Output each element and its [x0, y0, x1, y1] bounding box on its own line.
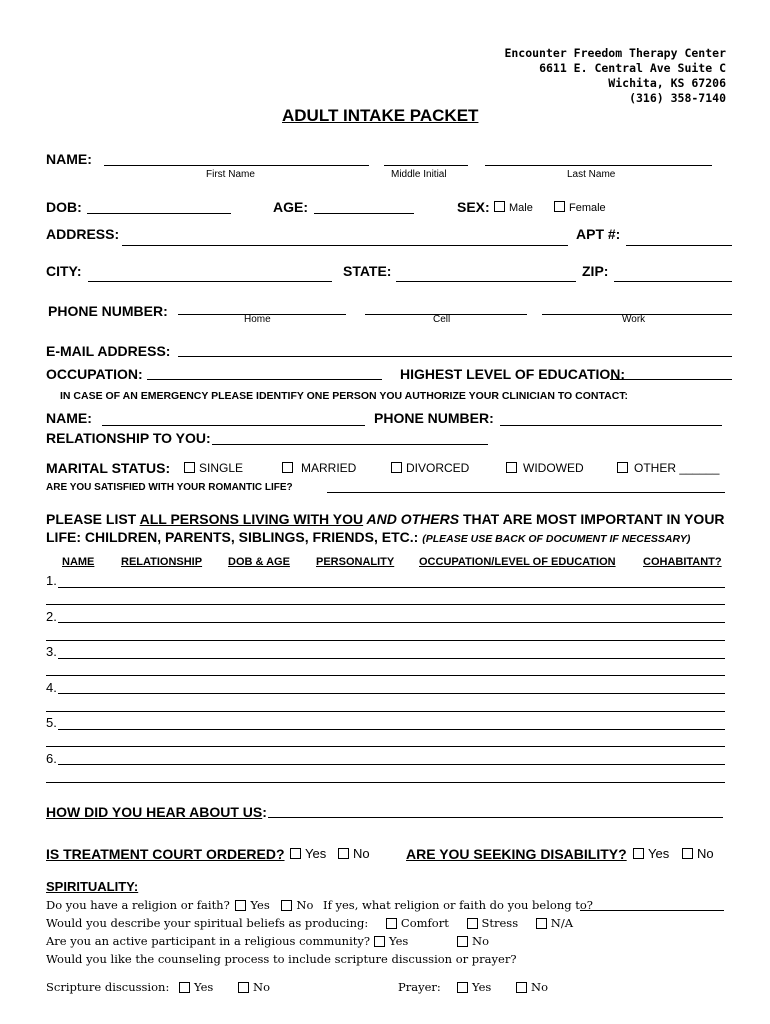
prayer-label: Prayer: — [398, 980, 441, 994]
religion-question: Do you have a religion or faith? — [46, 898, 230, 912]
married-label: MARRIED — [301, 461, 357, 475]
persons-instruction-line2 — [46, 529, 690, 545]
emergency-name-field[interactable] — [102, 425, 365, 426]
address-field[interactable] — [122, 245, 568, 246]
male-label: Male — [509, 202, 533, 214]
person-row-1-field[interactable] — [58, 587, 725, 588]
stress-label: Stress — [481, 916, 519, 930]
divorced-checkbox[interactable] — [391, 462, 402, 473]
religion-yes-label: Yes — [250, 898, 270, 912]
male-checkbox[interactable] — [494, 201, 505, 212]
prayer-yes-label: Yes — [472, 980, 492, 994]
religion-question-row — [46, 898, 593, 913]
phone-label: PHONE NUMBER: — [48, 303, 168, 319]
court-no-label: No — [353, 846, 370, 861]
court-no-checkbox[interactable] — [338, 848, 349, 859]
persons-text-a: PLEASE LIST — [46, 511, 140, 527]
community-yes-label: Yes — [389, 934, 409, 948]
clinic-header — [504, 46, 726, 106]
other-checkbox[interactable] — [617, 462, 628, 473]
religion-yes-checkbox[interactable] — [235, 900, 246, 911]
community-question: Are you an active participant in a religious community? — [46, 934, 371, 948]
person-row-3-extra[interactable] — [46, 675, 725, 676]
cell-caption: Cell — [433, 314, 451, 325]
work-caption: Work — [622, 314, 646, 325]
counseling-question: Would you like the counseling process to include scripture discussion or prayer? — [46, 952, 517, 966]
emergency-phone-label: PHONE NUMBER: — [374, 410, 494, 426]
single-checkbox[interactable] — [184, 462, 195, 473]
community-no-option[interactable] — [455, 934, 489, 949]
apt-label: APT #: — [576, 226, 621, 242]
disability-label: ARE YOU SEEKING DISABILITY? — [406, 846, 627, 862]
clinic-address: 6611 E. Central Ave Suite C — [539, 61, 726, 75]
community-yes-option[interactable] — [372, 934, 408, 949]
female-label: Female — [569, 202, 606, 214]
beliefs-question: Would you describe your spiritual beliefs as producing: — [46, 916, 369, 930]
court-yes-checkbox[interactable] — [290, 848, 301, 859]
sex-male-option[interactable] — [492, 200, 533, 214]
address-label: ADDRESS: — [46, 226, 120, 242]
person-row-2-number: 2. — [46, 609, 57, 624]
relationship-field[interactable] — [212, 444, 488, 445]
community-yes-checkbox[interactable] — [374, 936, 385, 947]
comfort-label: Comfort — [400, 916, 449, 930]
scripture-yes-checkbox[interactable] — [179, 982, 190, 993]
page-title: ADULT INTAKE PACKET — [282, 106, 479, 125]
beliefs-question-row — [46, 916, 573, 931]
dob-field[interactable] — [87, 213, 231, 214]
person-row-2-field[interactable] — [58, 622, 725, 623]
disability-yes-option[interactable] — [631, 846, 669, 861]
persons-text-e: LIFE: CHILDREN, PARENTS, SIBLINGS, FRIENDS, ETC.: — [46, 529, 423, 545]
col-dob-age: DOB & AGE — [228, 556, 290, 568]
person-row-5-extra[interactable] — [46, 746, 725, 747]
hear-about-text: HOW DID YOU HEAR ABOUT US — [46, 804, 263, 820]
prayer-no-label: No — [531, 980, 548, 994]
person-row-3-field[interactable] — [58, 658, 725, 659]
court-ordered-label: IS TREATMENT COURT ORDERED? — [46, 846, 285, 862]
scripture-no-option[interactable] — [236, 980, 270, 995]
na-label: N/A — [550, 916, 574, 930]
female-checkbox[interactable] — [554, 201, 565, 212]
scripture-label: Scripture discussion: — [46, 980, 170, 994]
middle-initial-field[interactable] — [384, 165, 468, 166]
persons-text-b: ALL PERSONS LIVING WITH YOU — [139, 511, 364, 527]
person-row-4-number: 4. — [46, 680, 57, 695]
comfort-checkbox[interactable] — [386, 918, 397, 929]
apt-field[interactable] — [626, 245, 732, 246]
age-field[interactable] — [314, 213, 414, 214]
occupation-label: OCCUPATION: — [46, 366, 143, 382]
court-yes-option[interactable] — [288, 846, 326, 861]
religion-followup: If yes, what religion or faith do you belong to? — [323, 898, 593, 912]
persons-instruction-line1 — [46, 511, 725, 527]
romantic-life-field[interactable] — [327, 492, 725, 493]
emergency-note: IN CASE OF AN EMERGENCY PLEASE IDENTIFY ONE PERSON YOU AUTHORIZE YOUR CLINICIAN TO CONTACT: — [60, 390, 629, 402]
person-row-1-extra[interactable] — [46, 604, 725, 605]
marital-other-option[interactable] — [615, 461, 719, 475]
marital-married-option[interactable] — [280, 461, 356, 475]
person-row-1-number: 1. — [46, 573, 57, 588]
married-checkbox[interactable] — [282, 462, 293, 473]
sex-female-option[interactable] — [552, 200, 606, 214]
prayer-yes-option[interactable] — [455, 980, 491, 995]
disability-no-label: No — [697, 846, 714, 861]
col-occupation: OCCUPATION/LEVEL OF EDUCATION — [419, 556, 616, 568]
relationship-label: RELATIONSHIP TO YOU: — [46, 430, 211, 446]
person-row-5-number: 5. — [46, 715, 57, 730]
col-personality: PERSONALITY — [316, 556, 395, 568]
disability-yes-label: Yes — [648, 846, 670, 861]
widowed-label: WIDOWED — [523, 461, 584, 475]
first-name-caption: First Name — [206, 169, 255, 180]
community-no-label: No — [472, 934, 489, 948]
city-field[interactable] — [88, 281, 332, 282]
zip-field[interactable] — [614, 281, 732, 282]
religion-field[interactable] — [580, 910, 724, 911]
scripture-yes-option[interactable] — [177, 980, 213, 995]
hear-about-label: HOW DID YOU HEAR ABOUT US: — [46, 804, 267, 820]
court-yes-label: Yes — [305, 846, 327, 861]
home-caption: Home — [244, 314, 271, 325]
person-row-4-extra[interactable] — [46, 711, 725, 712]
court-no-option[interactable] — [336, 846, 370, 861]
last-name-caption: Last Name — [567, 169, 616, 180]
occupation-field[interactable] — [147, 379, 382, 380]
city-label: CITY: — [46, 263, 82, 279]
marital-divorced-option[interactable] — [389, 461, 469, 475]
disability-no-checkbox[interactable] — [682, 848, 693, 859]
email-field[interactable] — [178, 356, 732, 357]
clinic-city: Wichita, KS 67206 — [608, 76, 726, 90]
persons-back-note: (PLEASE USE BACK OF DOCUMENT IF NECESSARY) — [422, 533, 691, 545]
col-cohabitant: COHABITANT? — [643, 556, 722, 568]
person-row-6-extra[interactable] — [46, 782, 725, 783]
first-name-field[interactable] — [104, 165, 369, 166]
name-label: NAME: — [46, 151, 92, 167]
email-label: E-MAIL ADDRESS: — [46, 343, 171, 359]
prayer-no-checkbox[interactable] — [516, 982, 527, 993]
emergency-phone-field[interactable] — [500, 425, 722, 426]
scripture-no-checkbox[interactable] — [238, 982, 249, 993]
religion-no-checkbox[interactable] — [281, 900, 292, 911]
last-name-field[interactable] — [485, 165, 712, 166]
scripture-no-label: No — [253, 980, 270, 994]
disability-no-option[interactable] — [680, 846, 714, 861]
persons-text-d: THAT ARE MOST IMPORTANT IN YOUR — [459, 511, 725, 527]
community-no-checkbox[interactable] — [457, 936, 468, 947]
zip-label: ZIP: — [582, 263, 609, 279]
marital-widowed-option[interactable] — [504, 461, 584, 475]
clinic-name: Encounter Freedom Therapy Center — [504, 46, 726, 60]
person-row-4-field[interactable] — [58, 693, 725, 694]
divorced-label: DIVORCED — [406, 461, 470, 475]
person-row-3-number: 3. — [46, 644, 57, 659]
sex-label: SEX: — [457, 199, 490, 215]
state-field[interactable] — [396, 281, 576, 282]
emergency-name-label: NAME: — [46, 410, 92, 426]
widowed-checkbox[interactable] — [506, 462, 517, 473]
marital-single-option[interactable] — [182, 461, 243, 475]
col-name: NAME — [62, 556, 95, 568]
single-label: SINGLE — [199, 461, 244, 475]
prayer-no-option[interactable] — [514, 980, 548, 995]
spirituality-heading: SPIRITUALITY: — [46, 879, 139, 894]
person-row-2-extra[interactable] — [46, 640, 725, 641]
romantic-life-question: ARE YOU SATISFIED WITH YOUR ROMANTIC LIFE? — [46, 482, 293, 493]
age-label: AGE: — [273, 199, 308, 215]
hear-about-field[interactable] — [268, 817, 723, 818]
stress-checkbox[interactable] — [467, 918, 478, 929]
marital-label: MARITAL STATUS: — [46, 460, 171, 476]
other-label: OTHER ______ — [634, 461, 720, 475]
prayer-yes-checkbox[interactable] — [457, 982, 468, 993]
state-label: STATE: — [343, 263, 392, 279]
religion-no-label: No — [296, 898, 314, 912]
person-row-6-number: 6. — [46, 751, 57, 766]
clinic-phone: (316) 358-7140 — [629, 91, 726, 105]
col-relationship: RELATIONSHIP — [121, 556, 203, 568]
education-label: HIGHEST LEVEL OF EDUCATION: — [400, 366, 626, 382]
middle-initial-caption: Middle Initial — [391, 169, 447, 180]
na-checkbox[interactable] — [536, 918, 547, 929]
persons-text-c: AND OTHERS — [363, 511, 460, 527]
scripture-yes-label: Yes — [194, 980, 214, 994]
disability-yes-checkbox[interactable] — [633, 848, 644, 859]
education-field[interactable] — [610, 379, 732, 380]
person-row-6-field[interactable] — [58, 764, 725, 765]
dob-label: DOB: — [46, 199, 82, 215]
person-row-5-field[interactable] — [58, 729, 725, 730]
